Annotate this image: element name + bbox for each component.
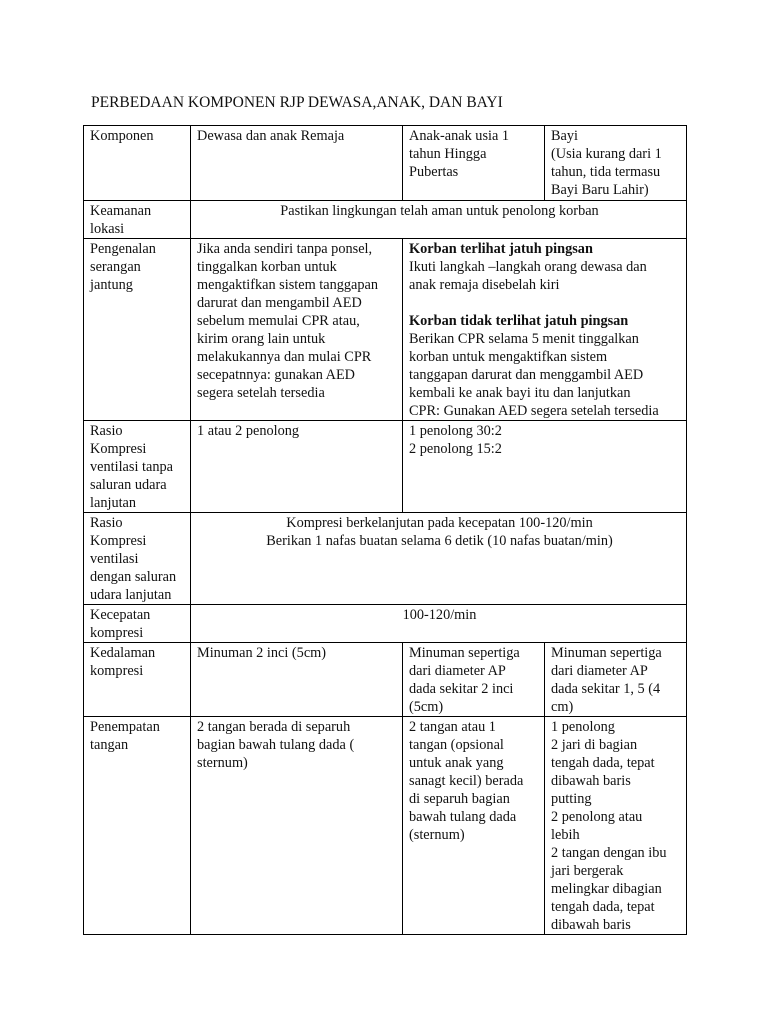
- text-line: cm): [551, 699, 574, 715]
- text-line: 2 tangan berada di separuh: [197, 719, 351, 735]
- keamanan-value-cell: Pastikan lingkungan telah aman untuk penolong korban: [191, 201, 687, 239]
- document-title: PERBEDAAN KOMPONEN RJP DEWASA,ANAK, DAN BAYI: [91, 94, 503, 111]
- text-line: ventilasi: [90, 551, 139, 567]
- rjp-comparison-table: [83, 125, 687, 935]
- text-line: tengah dada, tepat: [551, 755, 655, 771]
- text-line: kompresi: [90, 625, 144, 641]
- text-line: dengan saluran: [90, 569, 177, 585]
- text-line: (sternum): [409, 827, 465, 843]
- text-line: Ikuti langkah –langkah orang dewasa dan: [409, 259, 647, 275]
- kedalaman-anak-cell: [403, 643, 545, 717]
- penempatan-anak-cell: [403, 717, 545, 935]
- text-line: dibawah baris: [551, 917, 631, 933]
- text-line: mengaktifkan sistem tanggapan: [197, 277, 379, 293]
- text-line: 1 penolong: [551, 719, 615, 735]
- pengenalan-label-cell: [84, 239, 191, 421]
- kedalaman-label-cell: [84, 643, 191, 717]
- text-line: Kecepatan: [90, 607, 151, 623]
- text-line: tahun, tida termasu: [551, 164, 661, 180]
- text-line: Kompresi: [90, 441, 147, 457]
- text-line: kompresi: [90, 663, 144, 679]
- text-line: Jika anda sendiri tanpa ponsel,: [197, 241, 373, 257]
- text-line: Penempatan: [90, 719, 160, 735]
- kedalaman-dewasa-cell: [191, 643, 403, 717]
- text-line: bagian bawah tulang dada (: [197, 737, 355, 753]
- text-line: melakukannya dan mulai CPR: [197, 349, 372, 365]
- kecepatan-value-cell: 100-120/min: [191, 605, 687, 643]
- text-line: lebih: [551, 827, 580, 843]
- rasio-dengan-value-cell: [191, 513, 687, 605]
- text-line: di separuh bagian: [409, 791, 510, 807]
- text-line: serangan: [90, 259, 141, 275]
- text-line: Pengenalan: [90, 241, 156, 257]
- text-line: kirim orang lain untuk: [197, 331, 326, 347]
- pengenalan-anak-bayi-cell: [403, 239, 687, 421]
- rasio-tanpa-label-cell: [84, 421, 191, 513]
- pengenalan-dewasa-cell: [191, 239, 403, 421]
- text-line: tahun Hingga: [409, 146, 487, 162]
- text-line: Bayi: [551, 128, 579, 144]
- text-line: Anak-anak usia 1: [409, 128, 510, 144]
- text-line: tangan (opsional: [409, 737, 504, 753]
- text-line: putting: [551, 791, 592, 807]
- kedalaman-bayi-cell: [545, 643, 687, 717]
- text-line: (5cm): [409, 699, 444, 715]
- pengenalan-text-pingsan: [409, 258, 682, 294]
- text-line: Kompresi: [90, 533, 147, 549]
- text-line: 2 penolong 15:2: [409, 441, 502, 457]
- pengenalan-text-tidak-pingsan: [409, 330, 682, 420]
- pengenalan-spacer: [409, 294, 682, 312]
- text-line: Kompresi berkelanjutan pada kecepatan 100-120/min: [286, 515, 593, 531]
- pengenalan-heading-tidak-pingsan: Korban tidak terlihat jatuh pingsan: [409, 313, 629, 329]
- penempatan-label-cell: [84, 717, 191, 935]
- text-line: 2 tangan atau 1: [409, 719, 496, 735]
- table-row-keamanan: [84, 201, 687, 239]
- text-line: korban untuk mengaktifkan sistem: [409, 349, 608, 365]
- text-line: tanggapan darurat dan menggambil AED: [409, 367, 644, 383]
- header-bayi-cell: [545, 126, 687, 201]
- header-anak-cell: [403, 126, 545, 201]
- text-line: sebelum memulai CPR atau,: [197, 313, 360, 329]
- table-row-header: [84, 126, 687, 201]
- header-komponen-cell: [84, 126, 191, 201]
- table-row-pengenalan: [84, 239, 687, 421]
- text-line: 1 atau 2 penolong: [197, 423, 300, 439]
- text-line: Bayi Baru Lahir): [551, 182, 649, 198]
- text-line: tinggalkan korban untuk: [197, 259, 337, 275]
- rasio-tanpa-anak-bayi-cell: [403, 421, 687, 513]
- text-line: lanjutan: [90, 495, 137, 511]
- text-line: dari diameter AP: [551, 663, 648, 679]
- text-line: sternum): [197, 755, 248, 771]
- text-line: Berikan 1 nafas buatan selama 6 detik (10 nafas buatan/min): [266, 533, 613, 549]
- text-line: Pubertas: [409, 164, 459, 180]
- text-line: dibawah baris: [551, 773, 631, 789]
- text-line: Kedalaman: [90, 645, 156, 661]
- rasio-tanpa-dewasa-cell: [191, 421, 403, 513]
- text-line: tangan: [90, 737, 129, 753]
- text-line: anak remaja disebelah kiri: [409, 277, 560, 293]
- text-line: Minuman sepertiga: [409, 645, 520, 661]
- header-dewasa-cell: [191, 126, 403, 201]
- table-row-penempatan: [84, 717, 687, 935]
- text-line: Komponen: [90, 128, 154, 144]
- text-line: 2 jari di bagian: [551, 737, 638, 753]
- text-line: lokasi: [90, 221, 125, 237]
- text-line: saluran udara: [90, 477, 167, 493]
- pengenalan-heading-pingsan: Korban terlihat jatuh pingsan: [409, 241, 593, 257]
- table-row-kecepatan: [84, 605, 687, 643]
- text-line: jantung: [90, 277, 133, 293]
- text-line: CPR: Gunakan AED segera setelah tersedia: [409, 403, 659, 419]
- kecepatan-label-cell: [84, 605, 191, 643]
- table-row-rasio-dengan: [84, 513, 687, 605]
- table-row-rasio-tanpa: [84, 421, 687, 513]
- penempatan-dewasa-cell: [191, 717, 403, 935]
- text-line: segera setelah tersedia: [197, 385, 325, 401]
- text-line: Rasio: [90, 423, 123, 439]
- text-line: udara lanjutan: [90, 587, 172, 603]
- text-line: dada sekitar 2 inci: [409, 681, 514, 697]
- penempatan-bayi-cell: [545, 717, 687, 935]
- text-line: secepatnnya: gunakan AED: [197, 367, 356, 383]
- text-line: Berikan CPR selama 5 menit tinggalkan: [409, 331, 639, 347]
- rasio-dengan-label-cell: [84, 513, 191, 605]
- text-line: 1 penolong 30:2: [409, 423, 502, 439]
- text-line: jari bergerak: [551, 863, 624, 879]
- text-line: tengah dada, tepat: [551, 899, 655, 915]
- text-line: (Usia kurang dari 1: [551, 146, 662, 162]
- text-line: darurat dan mengambil AED: [197, 295, 362, 311]
- text-line: untuk anak yang: [409, 755, 504, 771]
- text-line: 2 penolong atau: [551, 809, 643, 825]
- keamanan-label-cell: [84, 201, 191, 239]
- text-line: ventilasi tanpa: [90, 459, 173, 475]
- text-line: Rasio: [90, 515, 123, 531]
- text-line: bawah tulang dada: [409, 809, 517, 825]
- text-line: Dewasa dan anak Remaja: [197, 128, 345, 144]
- text-line: Minuman 2 inci (5cm): [197, 645, 327, 661]
- table-row-kedalaman: [84, 643, 687, 717]
- text-line: melingkar dibagian: [551, 881, 662, 897]
- text-line: sanagt kecil) berada: [409, 773, 524, 789]
- text-line: Minuman sepertiga: [551, 645, 662, 661]
- text-line: kembali ke anak bayi itu dan lanjutkan: [409, 385, 631, 401]
- text-line: dari diameter AP: [409, 663, 506, 679]
- text-line: Keamanan: [90, 203, 152, 219]
- text-line: 2 tangan dengan ibu: [551, 845, 667, 861]
- text-line: dada sekitar 1, 5 (4: [551, 681, 661, 697]
